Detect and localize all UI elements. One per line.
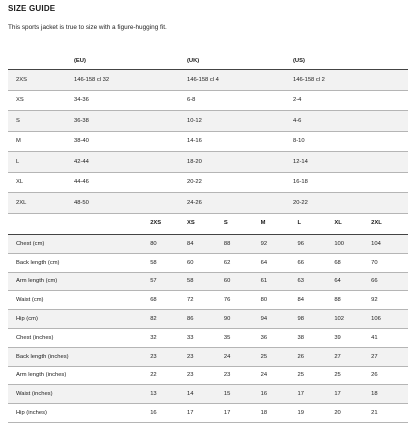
value-cell: 16 (261, 385, 298, 404)
page-title: SIZE GUIDE (8, 4, 56, 13)
table-row (8, 310, 408, 329)
header-cell-2xl: 2XL (371, 220, 382, 226)
row-label-cell: Arm length (cm) (8, 272, 150, 291)
value-cell: 27 (334, 347, 371, 366)
value-cell: 15 (224, 385, 261, 404)
value-cell: 100 (334, 235, 371, 254)
value-cell: 23 (150, 347, 187, 366)
value-cell: 98 (298, 310, 335, 329)
value-cell: 6-8 (187, 97, 196, 104)
value-cell: 17 (187, 410, 194, 417)
value-cell: 58 (150, 259, 157, 266)
value-cell: 88 (224, 235, 261, 254)
value-cell: 60 (224, 272, 261, 291)
row-label-cell: Arm length (inches) (16, 372, 67, 379)
row-label-cell: M (16, 138, 21, 145)
value-cell: 62 (223, 259, 231, 266)
value-cell: 34-36 (74, 97, 89, 104)
value-cell: 38 (297, 334, 304, 341)
value-cell: 25 (334, 372, 341, 379)
table-row (8, 131, 408, 152)
value-cell: 24 (224, 347, 261, 366)
value-cell: 39 (334, 334, 341, 341)
value-cell: 27 (371, 347, 408, 366)
table-row (8, 385, 408, 404)
value-cell: 23 (187, 372, 194, 379)
row-label-cell: Waist (cm) (16, 297, 44, 304)
table-row (8, 90, 408, 111)
header-cell-eu: (EU) (74, 57, 86, 64)
value-cell: 82 (150, 310, 187, 329)
value-cell: 84 (297, 297, 304, 304)
value-cell: 2-4 (293, 97, 302, 104)
value-cell: 20-22 (293, 193, 408, 214)
value-cell: 18-20 (187, 152, 293, 173)
table-row (8, 366, 408, 385)
table-header-row (8, 52, 408, 70)
value-cell: 23 (187, 347, 224, 366)
value-cell: 36-38 (74, 111, 187, 132)
measurements-table (8, 212, 408, 423)
value-cell: 90 (224, 310, 261, 329)
value-cell: 20 (334, 410, 341, 417)
value-cell: 86 (187, 310, 224, 329)
row-label-cell: 2XS (8, 70, 74, 91)
value-cell: 22 (150, 372, 157, 379)
value-cell: 17 (223, 410, 231, 417)
table-row (8, 172, 408, 193)
table-row (8, 404, 408, 423)
value-cell: 63 (298, 272, 335, 291)
value-cell: 80 (150, 235, 187, 254)
value-cell: 48-50 (74, 193, 187, 214)
table-row (8, 347, 408, 366)
table-row (8, 328, 408, 347)
row-label-cell: Back length (cm) (16, 259, 60, 266)
value-cell: 17 (298, 385, 335, 404)
value-cell: 14 (187, 385, 224, 404)
row-label-cell: Back length (inches) (8, 347, 150, 366)
value-cell: 24-26 (187, 193, 293, 214)
value-cell: 36 (260, 334, 268, 341)
value-cell: 24 (260, 372, 268, 379)
value-cell: 68 (334, 259, 341, 266)
value-cell: 66 (371, 272, 408, 291)
value-cell: 32 (150, 334, 157, 341)
value-cell: 146-158 cl 32 (74, 70, 187, 91)
header-cell-2xs: 2XS (150, 220, 162, 226)
value-cell: 76 (223, 297, 231, 304)
value-cell: 42-44 (74, 152, 187, 173)
value-cell: 84 (187, 235, 224, 254)
header-cell-xl: XL (334, 220, 342, 226)
header-cell-xs: XS (187, 220, 195, 226)
header-cell-uk: (UK) (187, 57, 200, 64)
value-cell: 19 (297, 410, 304, 417)
value-cell: 16-18 (293, 179, 308, 186)
table-row (8, 70, 408, 91)
row-label-cell: 2XL (8, 193, 74, 214)
table-row (8, 272, 408, 291)
value-cell: 35 (223, 334, 231, 341)
value-cell: 80 (260, 297, 268, 304)
value-cell: 92 (261, 235, 298, 254)
value-cell: 44-46 (74, 179, 89, 186)
value-cell: 17 (334, 385, 371, 404)
row-label-cell: XS (16, 97, 24, 104)
value-cell: 26 (371, 372, 378, 379)
value-cell: 146-158 cl 4 (187, 70, 293, 91)
row-label-cell: Chest (cm) (8, 235, 150, 254)
value-cell: 72 (187, 297, 194, 304)
value-cell: 8-10 (293, 138, 305, 145)
value-cell: 20-22 (187, 179, 202, 186)
value-cell: 61 (261, 272, 298, 291)
table-row (8, 235, 408, 254)
table-row (8, 111, 408, 132)
table-row (8, 152, 408, 173)
header-cell-s: S (223, 220, 228, 226)
value-cell: 12-14 (293, 152, 408, 173)
value-cell: 102 (334, 310, 371, 329)
table-row (8, 253, 408, 272)
row-label-cell: S (8, 111, 74, 132)
table-header-row (8, 212, 408, 235)
value-cell: 57 (150, 272, 187, 291)
value-cell: 104 (371, 235, 408, 254)
row-label-cell: XL (16, 179, 24, 186)
value-cell: 25 (297, 372, 304, 379)
value-cell: 60 (187, 259, 194, 266)
value-cell: 18 (260, 410, 268, 417)
value-cell: 13 (150, 385, 187, 404)
value-cell: 66 (297, 259, 304, 266)
value-cell: 96 (298, 235, 335, 254)
value-cell: 18 (371, 385, 408, 404)
value-cell: 64 (260, 259, 268, 266)
value-cell: 106 (371, 310, 408, 329)
value-cell: 14-16 (187, 138, 202, 145)
value-cell: 88 (334, 297, 341, 304)
value-cell: 146-158 cl 2 (293, 70, 408, 91)
size-conversion-table (8, 52, 408, 214)
value-cell: 16 (150, 410, 157, 417)
value-cell: 41 (371, 334, 378, 341)
value-cell: 38-40 (74, 138, 89, 145)
intro-text: This sports jacket is true to size with a figure-hugging fit. (8, 24, 167, 31)
value-cell: 4-6 (293, 111, 408, 132)
row-label-cell: Hip (cm) (8, 310, 150, 329)
header-cell (8, 212, 150, 235)
value-cell: 21 (371, 410, 378, 417)
value-cell: 26 (298, 347, 335, 366)
value-cell: 10-12 (187, 111, 293, 132)
row-label-cell: L (8, 152, 74, 173)
header-cell (8, 52, 74, 70)
header-cell-us: (US) (293, 57, 305, 64)
value-cell: 70 (371, 259, 378, 266)
value-cell: 58 (187, 272, 224, 291)
row-label-cell: Waist (inches) (8, 385, 150, 404)
value-cell: 33 (187, 334, 194, 341)
row-label-cell: Chest (inches) (16, 334, 54, 341)
value-cell: 23 (223, 372, 231, 379)
value-cell: 92 (371, 297, 378, 304)
header-cell-m: M (260, 220, 266, 226)
row-label-cell: Hip (inches) (16, 410, 47, 417)
header-cell-l: L (297, 220, 302, 226)
value-cell: 68 (150, 297, 157, 304)
value-cell: 25 (261, 347, 298, 366)
table-row (8, 193, 408, 214)
value-cell: 64 (334, 272, 371, 291)
table-row (8, 291, 408, 310)
value-cell: 94 (261, 310, 298, 329)
